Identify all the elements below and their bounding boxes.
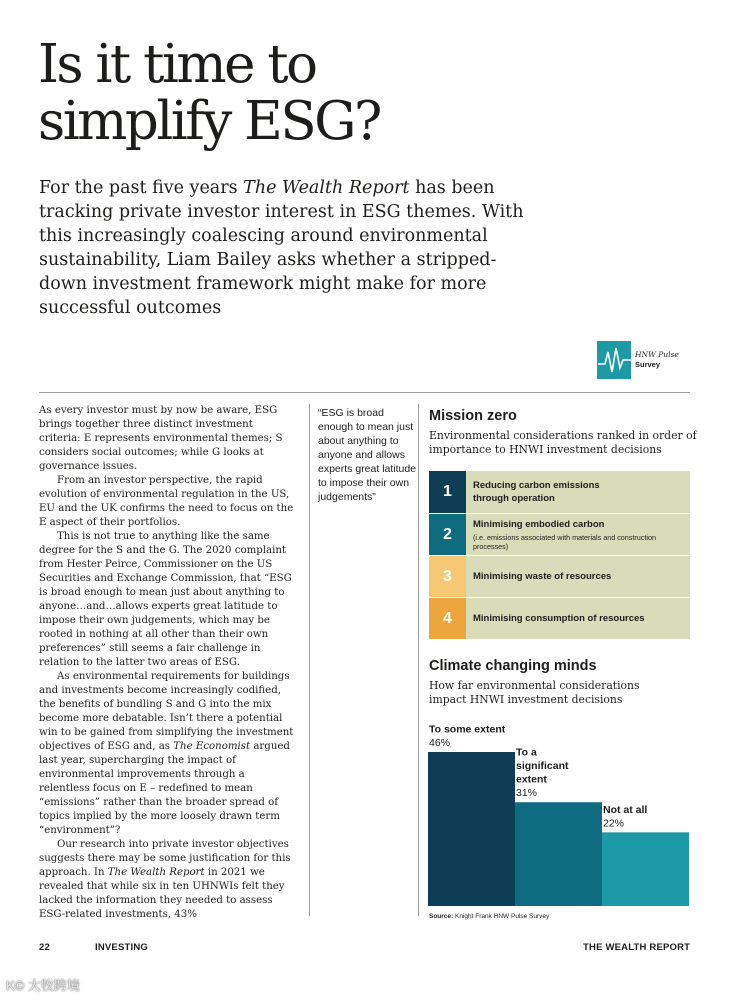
bar-category-label: To a	[516, 746, 537, 759]
bar-1	[515, 802, 602, 906]
chart-source	[429, 913, 549, 920]
bar-category-label: extent	[516, 773, 547, 786]
watermark-logo	[6, 975, 106, 997]
body-text: Our research into private investor objectives suggests there may be some justification for this approach. In	[39, 839, 291, 878]
rank-label-line: Minimising consumption of resources	[473, 613, 645, 624]
rank-label-line: through operation	[473, 493, 555, 504]
bar-value-label: 22%	[603, 817, 625, 830]
bar-category-label: significant	[516, 760, 569, 773]
bar-0	[428, 752, 515, 906]
rank-label-line: Minimising waste of resources	[473, 571, 612, 582]
standfirst-text: For the past five years	[39, 178, 244, 198]
publication-name: THE WEALTH REPORT	[583, 942, 691, 953]
mission-zero-title: Mission zero	[429, 408, 517, 424]
source-text: Knight Frank HNW Pulse Survey	[453, 913, 550, 920]
rank-number: 4	[429, 598, 466, 639]
logo-line-1: HNW Pulse	[635, 350, 679, 359]
bar-value-label: 46%	[429, 737, 451, 749]
body-text: in 2021 we revealed that while six in ten UHNWIs felt they lacked the information they needed to assess ESG-related investments, 43%	[39, 867, 285, 920]
rank-label-line: Minimising embodied carbon	[473, 519, 605, 530]
bar-category-label: Not at all	[603, 803, 648, 816]
rank-number: 2	[429, 514, 466, 555]
body-paragraph-3: This is not true to anything like the same degree for the S and the G. The 2020 complaint from Hester Peirce, Commissioner on the US Securities and Exchange Commission, that “ESG is broad enough to mean just about anything to anyone…and…allows experts great latitude to impose their own judgements, which may be rooted in nothing at all other than their own preferences” still seems a fair challenge in relation to the latter two areas of ESG.	[39, 531, 292, 668]
bar-category-label: To some extent	[429, 723, 506, 736]
climate-chart-subtitle: How far environmental considerations impact HNWI investment decisions	[429, 679, 640, 706]
body-paragraph-2: From an investor perspective, the rapid evolution of environmental regulation in the US, EU and the UK confirms the need to focus on the E aspect of their portfolios.	[39, 475, 294, 528]
logo-line-2: Survey	[635, 360, 661, 369]
title-line-1: Is it time to	[38, 34, 316, 95]
climate-chart-title: Climate changing minds	[429, 658, 597, 674]
standfirst-report-name: The Wealth Report	[243, 178, 410, 198]
title-line-2: simplify ESG?	[38, 91, 380, 152]
rank-number: 3	[429, 556, 466, 597]
body-text: argued last year, supercharging the impact of environmental improvements through a relentless focus on E – redefined to mean “emissions” rather than the broader spread of topics implied by the more loosely drawn term “environment”?	[39, 741, 290, 836]
body-paragraph-1: As every investor must by now be aware, ESG brings together three distinct investment criteria: E represents environmental themes; S considers social outcomes; while G looks at governance issues.	[39, 405, 283, 472]
watermark-text: K© 大牧跨境	[6, 978, 80, 993]
pull-quote: “ESG is broad enough to mean just about anything to anyone and allows experts great latitude to impose their own judgements”	[318, 407, 417, 503]
rank-label-line: Reducing carbon emissions	[473, 480, 600, 491]
body-italic-publication: The Economist	[173, 741, 251, 752]
rank-number: 1	[429, 471, 466, 513]
standfirst-text-cont: has been tracking private investor interest in ESG themes. With this increasingly coalescing around environmental sustainability, Liam Bailey asks whether a stripped-down investment framework might make for more successful outcomes	[39, 178, 524, 318]
bar-2	[602, 832, 689, 906]
source-label: Source:	[429, 913, 454, 920]
page-number: 22	[39, 942, 50, 953]
bar-value-label: 31%	[516, 787, 538, 800]
body-text: As environmental requirements for buildings and investments become increasingly codified, the benefits of bundling S and G into the mix become more debatable. Isn’t there a potential win to be gained from simplifying the investment objectives of ESG and, as	[39, 671, 294, 752]
mission-zero-subtitle: Environmental considerations ranked in order of importance to HNWI investment decisions	[429, 429, 697, 456]
rank-label-note: (i.e. emissions associated with materials and construction processes)	[473, 533, 656, 551]
body-italic-publication: The Wealth Report	[107, 867, 205, 878]
section-name: INVESTING	[95, 942, 149, 953]
